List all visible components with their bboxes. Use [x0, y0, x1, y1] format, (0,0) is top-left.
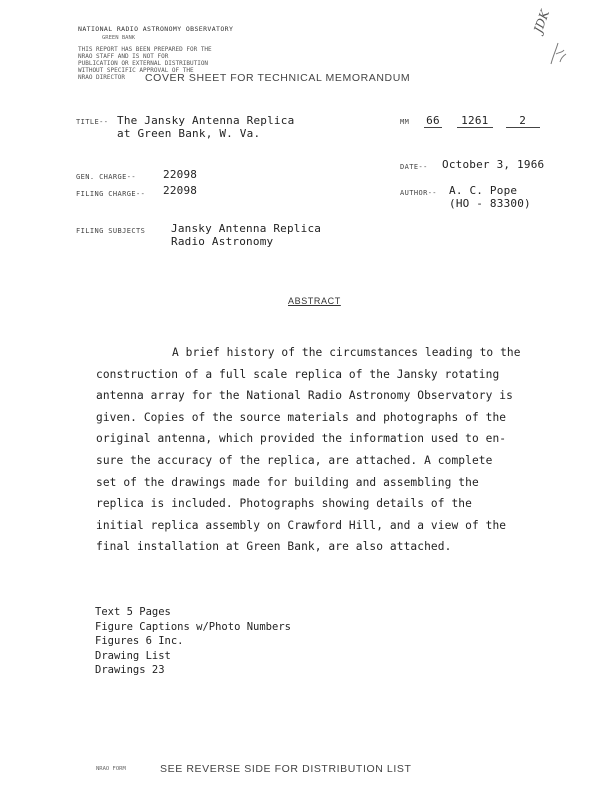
contents-item: Figures 6 Inc.: [95, 635, 184, 647]
notice-line: PUBLICATION OR EXTERNAL DISTRIBUTION: [78, 60, 209, 67]
contents-item: Drawing List: [95, 649, 171, 662]
date-label: DATE--: [400, 163, 428, 171]
memo-number: [424, 114, 540, 128]
title-line-1: The Jansky Antenna Replica: [117, 114, 295, 127]
gen-charge-value: 22098: [163, 168, 198, 181]
filing-subject-1: Jansky Antenna Replica: [171, 222, 322, 235]
abstract-line: A brief history of the circumstances leading to the: [172, 346, 521, 359]
abstract-line: original antenna, which provided the information used to en-: [96, 432, 507, 446]
form-number: NRAO FORM: [96, 766, 126, 772]
letterhead-location: GREEN BANK: [102, 35, 136, 41]
author-name: A. C. Pope: [449, 184, 518, 197]
abstract-line: sure the accuracy of the replica, are attached. A complete: [96, 453, 493, 467]
notice-line: WITHOUT SPECIFIC APPROVAL OF THE: [78, 67, 194, 74]
memo-number-part-1: 66: [424, 114, 442, 128]
notice-line: NRAO DIRECTOR: [78, 74, 125, 81]
author-code: (HO - 83300): [449, 197, 531, 210]
distribution-note: SEE REVERSE SIDE FOR DISTRIBUTION LIST: [160, 763, 412, 775]
filing-charge-label: FILING CHARGE--: [76, 190, 146, 198]
memo-number-part-2: 1261: [457, 114, 493, 128]
filing-subjects-label: FILING SUBJECTS: [76, 227, 146, 235]
filing-subject-2: Radio Astronomy: [171, 235, 274, 248]
title-line-2: at Green Bank, W. Va.: [117, 127, 261, 140]
title-label: TITLE--: [76, 118, 109, 126]
handwritten-mark-text: JDK: [531, 8, 553, 35]
gen-charge-label: GEN. CHARGE--: [76, 173, 136, 181]
author-label: AUTHOR--: [400, 189, 437, 197]
handwritten-mark: [531, 8, 552, 35]
memo-number-label: MM: [400, 118, 410, 126]
abstract-line: antenna array for the National Radio Astronomy Observatory is: [96, 389, 513, 403]
filing-charge-value: 22098: [163, 184, 198, 197]
date-value: October 3, 1966: [442, 158, 545, 171]
author-label-text: AUTHOR: [400, 189, 428, 197]
contents-list: [95, 605, 291, 678]
abstract-line: initial replica assembly on Crawford Hill, and a view of the: [96, 518, 507, 532]
memo-number-part-3: 2: [506, 114, 540, 128]
notice-line: THIS REPORT HAS BEEN PREPARED FOR THE: [78, 46, 212, 53]
contents-item: Drawings 23: [95, 664, 165, 676]
abstract-line: final installation at Green Bank, are also attached.: [96, 540, 452, 554]
abstract-body: [96, 342, 521, 558]
gen-charge-label-text: GEN. CHARGE: [76, 173, 127, 181]
abstract-line: replica is included. Photographs showing details of the: [96, 497, 472, 511]
abstract-line: set of the drawings made for building and assembling the: [96, 475, 479, 489]
notice-line: NRAO STAFF AND IS NOT FOR: [78, 53, 169, 60]
filing-charge-label-text: FILING CHARGE: [76, 190, 136, 198]
handwritten-scribble-icon: [548, 40, 568, 66]
contents-item: Text 5 Pages: [95, 606, 171, 618]
contents-item: Figure Captions w/Photo Numbers: [95, 620, 291, 633]
abstract-line: given. Copies of the source materials and photographs of the: [96, 410, 507, 424]
page-heading: COVER SHEET FOR TECHNICAL MEMORANDUM: [145, 72, 411, 84]
title-label-text: TITLE: [76, 118, 100, 126]
abstract-line: construction of a full scale replica of the Jansky rotating: [96, 367, 500, 381]
date-label-text: DATE: [400, 163, 419, 171]
abstract-heading: ABSTRACT: [288, 296, 341, 306]
letterhead-org: NATIONAL RADIO ASTRONOMY OBSERVATORY: [78, 25, 234, 33]
